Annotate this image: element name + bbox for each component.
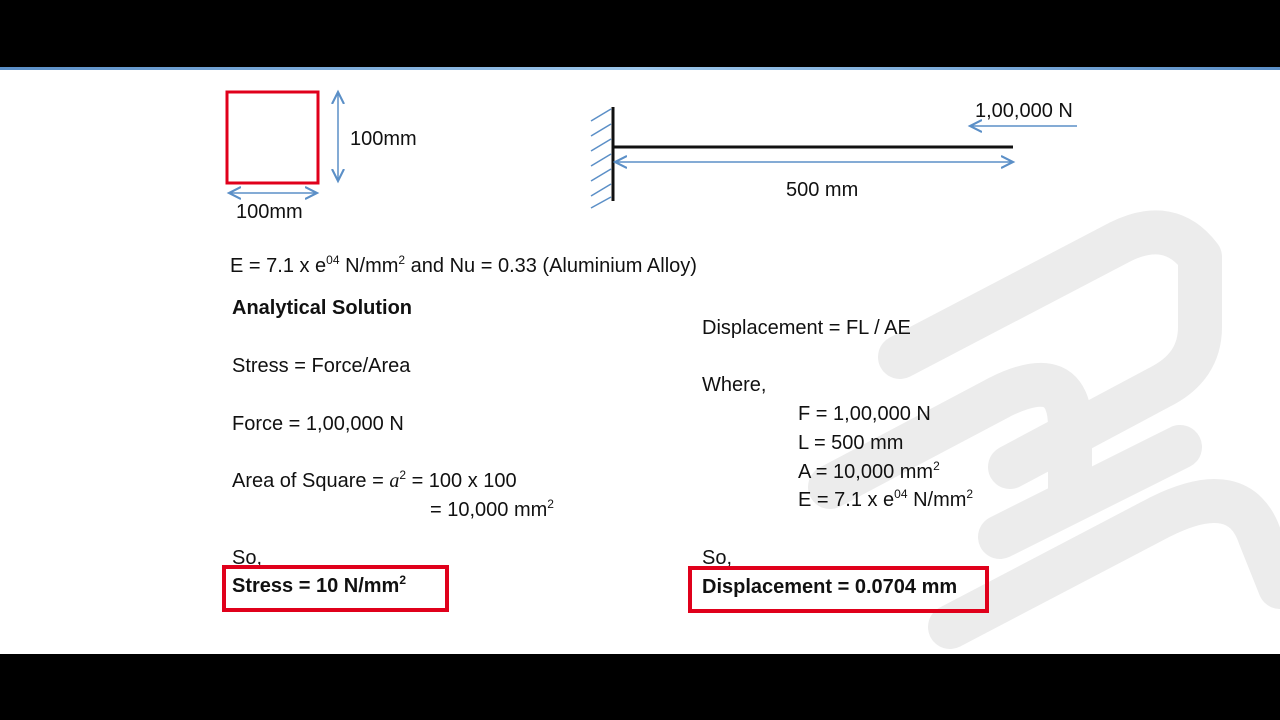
area-result: = 10,000 $mm^2$ [430, 497, 554, 521]
square-cross-section [227, 92, 318, 183]
where-label: Where, [702, 374, 767, 396]
material-properties: E = 7.1 x $e^{04}$ $N/mm^2$ and Nu = 0.33 (Aluminium Alloy) [230, 253, 697, 277]
left-so-label: So, [232, 547, 263, 569]
slide [0, 67, 1280, 654]
square-width-label: 100mm [236, 201, 303, 223]
right-so-label: So, [702, 547, 733, 569]
force-value-line: Force = 1,00,000 N [232, 413, 404, 435]
stress-formula: Stress = Force/Area [232, 355, 411, 377]
area-formula: Area of Square = $a^2 = 100$ x 100 [232, 468, 517, 492]
problem-diagram [0, 67, 1280, 654]
analytical-solution-heading: Analytical Solution [232, 297, 413, 319]
stress-result: Stress = 10 $N/mm^2$ [232, 573, 407, 597]
force-label: 1,00,000 N [975, 100, 1073, 122]
e-value: E = 7.1 x $e^{04}$ $N/mm^2$ [798, 487, 974, 511]
l-value: L = 500 mm [798, 432, 904, 454]
displacement-formula: Displacement = FL / AE [702, 317, 911, 339]
a-value: A = 10,000 $mm^2$ [798, 459, 940, 483]
displacement-result: Displacement = 0.0704 mm [702, 576, 958, 598]
square-height-label: 100mm [350, 128, 417, 150]
f-value: F = 1,00,000 N [798, 403, 931, 425]
beam-length-label: 500 mm [786, 179, 859, 201]
wall-hatching [591, 109, 611, 208]
